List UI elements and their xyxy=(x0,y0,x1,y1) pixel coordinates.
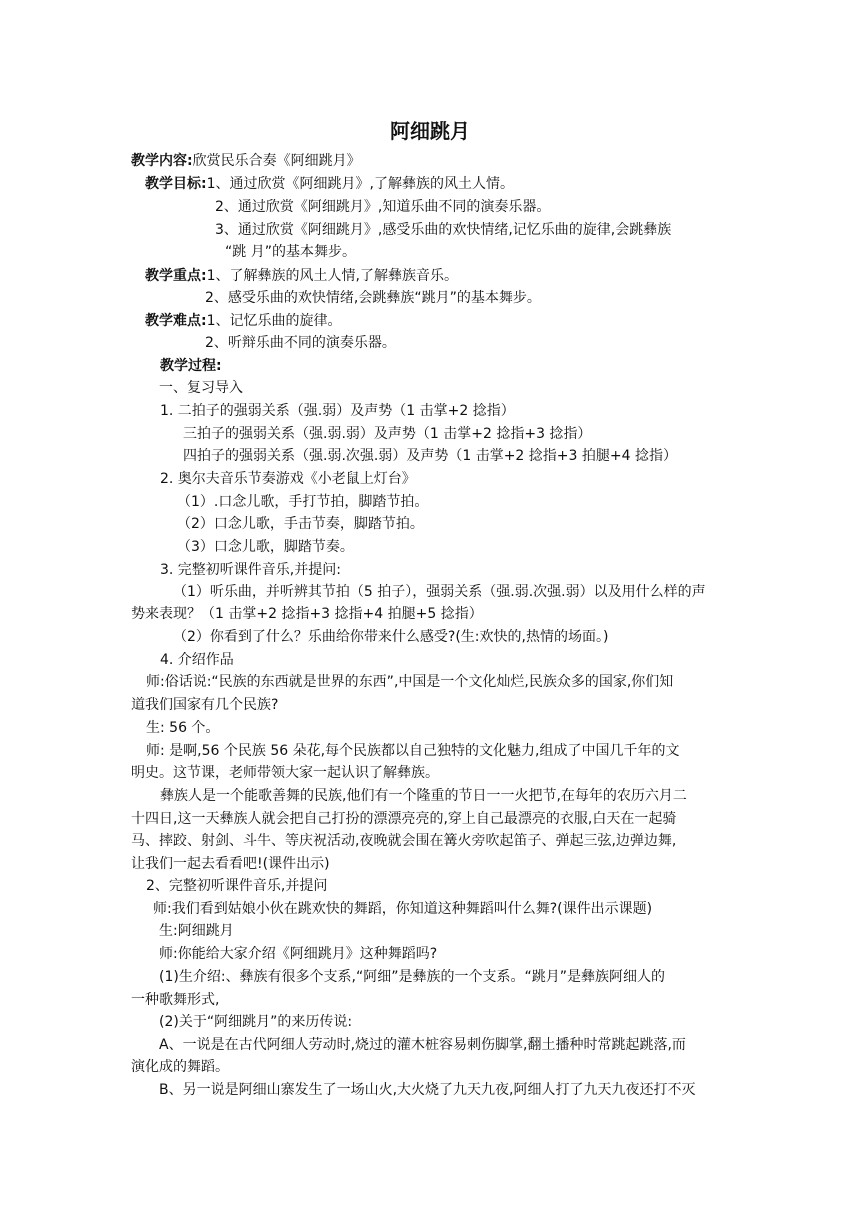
content-line xyxy=(131,152,361,170)
body-line: 马、摔跤、射剑、斗牛、等庆祝活动,夜晚就会围在篝火旁吹起笛子、弹起三弦,边弹边舞, xyxy=(131,833,677,849)
body-line: 彝族人是一个能歌善舞的民族,他们有一个隆重的节日一一火把节,在每年的农历六月二 xyxy=(160,788,687,804)
body-line: 生: 56 个。 xyxy=(146,720,220,736)
key-item: 1、了解彝族的风土人情,了解彝族音乐。 xyxy=(206,268,458,284)
body-line: （1）.口念儿歌，手打节拍，脚踏节拍。 xyxy=(177,494,429,510)
key-line xyxy=(145,267,458,285)
difficult-label: 教学难点: xyxy=(145,313,207,329)
process-label: 教学过程: xyxy=(160,358,222,374)
goal-line xyxy=(145,175,514,193)
body-line: 1. 二拍子的强弱关系（强.弱）及声势（1 击掌+2 捻指） xyxy=(160,403,515,419)
body-line: 师:我们看到姑娘小伙在跳欢快的舞蹈，你知道这种舞蹈叫什么舞?(课件出示课题) xyxy=(153,901,653,917)
body-line: B、另一说是阿细山寨发生了一场山火,大火烧了九天九夜,阿细人打了九天九夜还打不灭 xyxy=(159,1082,696,1098)
body-line: 演化成的舞蹈。 xyxy=(131,1059,229,1075)
body-line: 2. 奥尔夫音乐节奏游戏《小老鼠上灯台》 xyxy=(160,471,416,487)
body-line: 2、完整初听课件音乐,并提问 xyxy=(146,878,328,894)
body-line: (1)生介绍:、彝族有很多个支系,“阿细”是彝族的一个支系。“跳月”是彝族阿细人的 xyxy=(159,969,666,985)
key-item: 2、感受乐曲的欢快情绪,会跳彝族“跳月”的基本舞步。 xyxy=(205,290,541,306)
document-title: 阿细跳月 xyxy=(390,119,470,143)
body-line: 生:阿细跳月 xyxy=(159,923,234,939)
body-line: （1）听乐曲，并听辨其节拍（5 拍子），强弱关系（强.弱.次强.弱）以及用什么样的声 xyxy=(173,584,706,600)
body-line: 师:俗话说:“民族的东西就是世界的东西”,中国是一个文化灿烂,民族众多的国家,你们知 xyxy=(146,674,674,690)
body-line: 一种歌舞形式, xyxy=(131,992,220,1008)
body-line: （2）口念儿歌，手击节奏，脚踏节拍。 xyxy=(177,516,424,532)
content-label: 教学内容: xyxy=(131,153,193,169)
goal-item: 2、通过欣赏《阿细跳月》,知道乐曲不同的演奏乐器。 xyxy=(215,199,551,215)
goal-item: 1、通过欣赏《阿细跳月》,了解彝族的风土人情。 xyxy=(206,176,514,192)
body-line: 道我们国家有几个民族? xyxy=(131,697,279,713)
goal-item: 3、通过欣赏《阿细跳月》,感受乐曲的欢快情绪,记忆乐曲的旋律,会跳彝族 xyxy=(215,222,672,238)
goal-label: 教学目标: xyxy=(145,176,207,192)
body-line: 让我们一起去看看吧!(课件出示) xyxy=(131,856,330,872)
difficult-item: 2、听辩乐曲不同的演奏乐器。 xyxy=(205,335,396,351)
body-line: 3. 完整初听课件音乐,并提问: xyxy=(160,562,341,578)
key-label: 教学重点: xyxy=(145,268,207,284)
body-line: 势来表现？（1 击掌+2 捻指+3 捻指+4 拍腿+5 捻指） xyxy=(131,606,483,622)
body-line: 4. 介绍作品 xyxy=(160,652,234,668)
body-line: 三拍子的强弱关系（强.弱.弱）及声势（1 击掌+2 捻指+3 捻指） xyxy=(183,426,592,442)
body-line: （3）口念儿歌，脚踏节奏。 xyxy=(177,539,354,555)
difficult-item: 1、记忆乐曲的旋律。 xyxy=(206,313,342,329)
body-line: 师: 是啊,56 个民族 56 朵花,每个民族都以自己独特的文化魅力,组成了中国几千年的文 xyxy=(146,743,680,759)
body-line: A、一说是在古代阿细人劳动时,烧过的灌木桩容易刺伤脚掌,翻土播种时常跳起跳落,而 xyxy=(159,1037,686,1053)
body-line: 师:你能给大家介绍《阿细跳月》这种舞蹈吗? xyxy=(159,946,438,962)
goal-item: “跳 月”的基本舞步。 xyxy=(225,244,356,260)
body-line: 十四日,这一天彝族人就会把自己打扮的漂漂亮亮的,穿上自己最漂亮的衣服,白天在一起骑 xyxy=(131,811,677,827)
body-line: 明史。这节课，老师带领大家一起认识了解彝族。 xyxy=(131,765,439,781)
difficult-line xyxy=(145,312,342,330)
body-line: 一、复习导入 xyxy=(159,380,243,396)
body-line: (2)关于“阿细跳月”的来历传说: xyxy=(159,1014,353,1030)
body-line: 四拍子的强弱关系（强.弱.次强.弱）及声势（1 击掌+2 捻指+3 拍腿+4 捻指） xyxy=(183,448,677,464)
content-text: 欣赏民乐合奏《阿细跳月》 xyxy=(192,153,361,169)
body-line: （2）你看到了什么？乐曲给你带来什么感受?(生:欢快的,热情的场面。) xyxy=(173,629,609,645)
